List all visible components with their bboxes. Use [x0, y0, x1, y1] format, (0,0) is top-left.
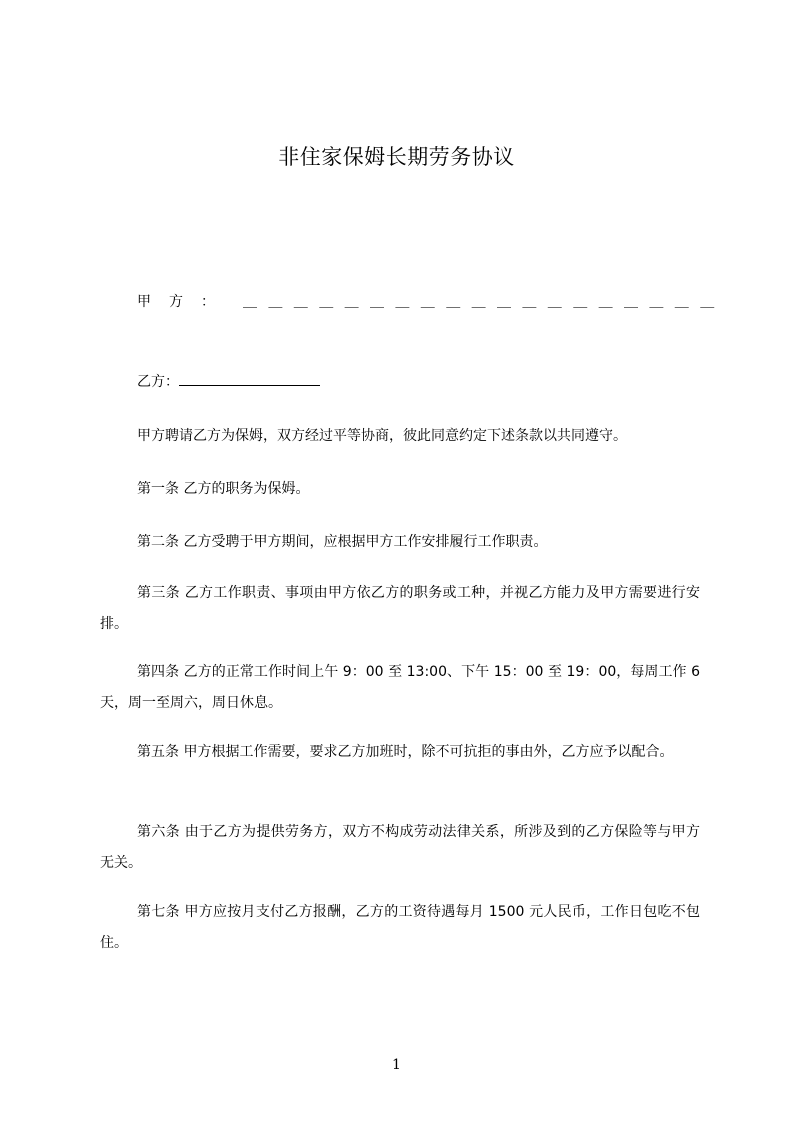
party-a-label: 甲方：: [137, 294, 233, 310]
party-b-label: 乙方：: [137, 374, 179, 390]
article-6: 第六条 由于乙方为提供劳务方，双方不构成劳动法律关系，所涉及到的乙方保险等与甲方无关。: [100, 824, 700, 871]
party-b-blank: [179, 371, 320, 386]
party-a-field: [137, 292, 726, 312]
article-5: 第五条 甲方根据工作需要，要求乙方加班时，除不可抗拒的事由外，乙方应予以配合。: [137, 744, 674, 760]
party-a-blank: ＿＿＿＿＿＿＿＿＿＿＿＿＿＿＿＿＿＿＿: [243, 294, 726, 310]
party-b-field: [137, 371, 320, 392]
article-1: 第一条 乙方的职务为保姆。: [137, 481, 310, 497]
article-7: 第七条 甲方应按月支付乙方报酬，乙方的工资待遇每月 1500 元人民币，工作日包吃不包住。: [100, 904, 700, 951]
intro-paragraph: 甲方聘请乙方为保姆，双方经过平等协商，彼此同意约定下述条款以共同遵守。: [137, 428, 627, 444]
article-2: 第二条 乙方受聘于甲方期间，应根据甲方工作安排履行工作职责。: [137, 534, 548, 550]
page-number: 1: [392, 1057, 401, 1073]
article-3: 第三条 乙方工作职责、事项由甲方依乙方的职务或工种，并视乙方能力及甲方需要进行安排。: [100, 585, 700, 632]
article-4: 第四条 乙方的正常工作时间上午 9：00 至 13:00、下午 15：00 至 19：00，每周工作 6 天，周一至周六，周日休息。: [100, 664, 700, 711]
document-title: 非住家保姆长期劳务协议: [278, 145, 515, 169]
